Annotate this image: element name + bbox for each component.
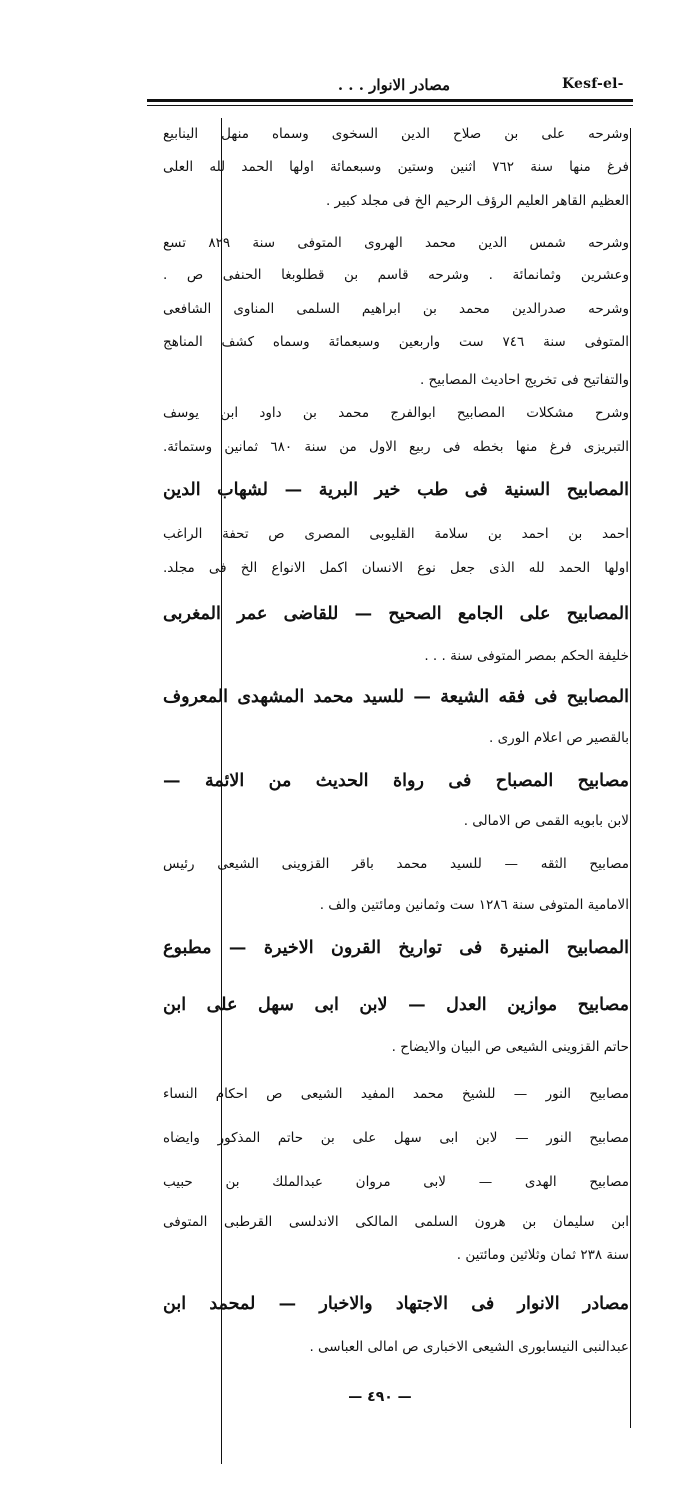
margin-guide-line <box>630 128 631 1428</box>
text-line: سنة ٢٣٨ ثمان وثلاثين ومائتين . <box>456 1247 629 1263</box>
page-number: — ٤٩٠ — <box>348 1389 412 1405</box>
header-rule-thin <box>147 105 633 106</box>
text-line: احمد بن احمد بن سلامة القليوبى المصرى ص تحفة الراغب <box>163 526 629 542</box>
text-line: اولها الحمد لله الذى جعل نوع الانسان اكمل الانواع الخ فى مجلد. <box>163 560 629 576</box>
text-line: مصابيح النور — للشيخ محمد المفيد الشيعى ص احكام النساء <box>163 1086 629 1102</box>
text-line: خليفة الحكم بمصر المتوفى سنة . . . <box>424 648 629 664</box>
text-line: حاتم القزوينى الشيعى ص البيان والايضاح . <box>391 1039 629 1055</box>
running-header-left: Kesf-el- <box>562 76 624 92</box>
text-line: عبدالنبى النيسابورى الشيعى الاخبارى ص امالى العباسى . <box>309 1339 629 1355</box>
text-line: التبريزى فرغ منها بخطه فى ربيع الاول من سنة ٦٨٠ ثمانين وستمائة. <box>163 439 629 455</box>
running-header-right: مصادر الانوار . . . <box>337 76 450 94</box>
text-line: لابن بابويه القمى ص الامالى . <box>463 813 629 829</box>
entry-heading-line: المصابيح فى فقه الشيعة — للسيد محمد المشهدى المعروف <box>163 687 629 707</box>
text-line: المتوفى سنة ٧٤٦ ست واربعين وسبعمائة وسماه كشف المناهج <box>163 334 629 350</box>
header-rule-thick <box>147 99 633 102</box>
entry-heading-line: المصابيح السنية فى طب خير البرية — لشهاب الدين <box>163 480 629 500</box>
text-line: العظيم القاهر العليم الرؤف الرحيم الخ فى مجلد كبير . <box>325 193 629 209</box>
text-line: فرغ منها سنة ٧٦٢ اثنين وستين وسبعمائة اولها الحمد لله العلى <box>163 159 629 175</box>
text-line: بالقصير ص اعلام الورى . <box>489 730 629 746</box>
text-line: مصابيح الثقه — للسيد محمد باقر القزوينى الشيعى رئيس <box>163 856 629 872</box>
text-line: وشرحه صدرالدين محمد بن ابراهيم السلمى المناوى الشافعى <box>163 301 629 317</box>
entry-heading-line: المصابيح المنيرة فى تواريخ القرون الاخيرة — مطبوع <box>163 938 629 958</box>
entry-heading-line: المصابيح على الجامع الصحيح — للقاضى عمر المغربى <box>163 604 629 624</box>
entry-heading-line: مصابيح المصباح فى رواة الحديث من الائمة — <box>163 771 629 791</box>
text-line: وعشرين وثمانمائة . وشرحه قاسم بن قطلوبغا الحنفى ص . <box>163 267 629 283</box>
text-line: الامامية المتوفى سنة ١٢٨٦ ست وثمانين ومائتين والف . <box>319 897 629 913</box>
text-line: وشرحه على بن صلاح الدين السخوى وسماه منهل الينابيع <box>163 126 629 142</box>
text-line: ابن سليمان بن هرون السلمى المالكى الاندلسى القرطبى المتوفى <box>163 1214 629 1230</box>
entry-heading-line: مصادر الانوار فى الاجتهاد والاخبار — لمحمد ابن <box>163 1294 629 1314</box>
text-line: مصابيح النور — لابن ابى سهل على بن حاتم المذكور وايضاه <box>163 1130 629 1146</box>
entry-heading-line: مصابيح موازين العدل — لابن ابى سهل على ابن <box>163 995 629 1015</box>
text-line: مصابيح الهدى — لابى مروان عبدالملك بن حبيب <box>163 1174 629 1190</box>
text-line: وشرح مشكلات المصابيح ابوالفرج محمد بن داود ابن يوسف <box>163 405 629 421</box>
text-line: وشرحه شمس الدين محمد الهروى المتوفى سنة ٨٢٩ تسع <box>163 235 629 251</box>
text-line: والتفاتيح فى تخريج احاديث المصابيح . <box>419 372 629 388</box>
